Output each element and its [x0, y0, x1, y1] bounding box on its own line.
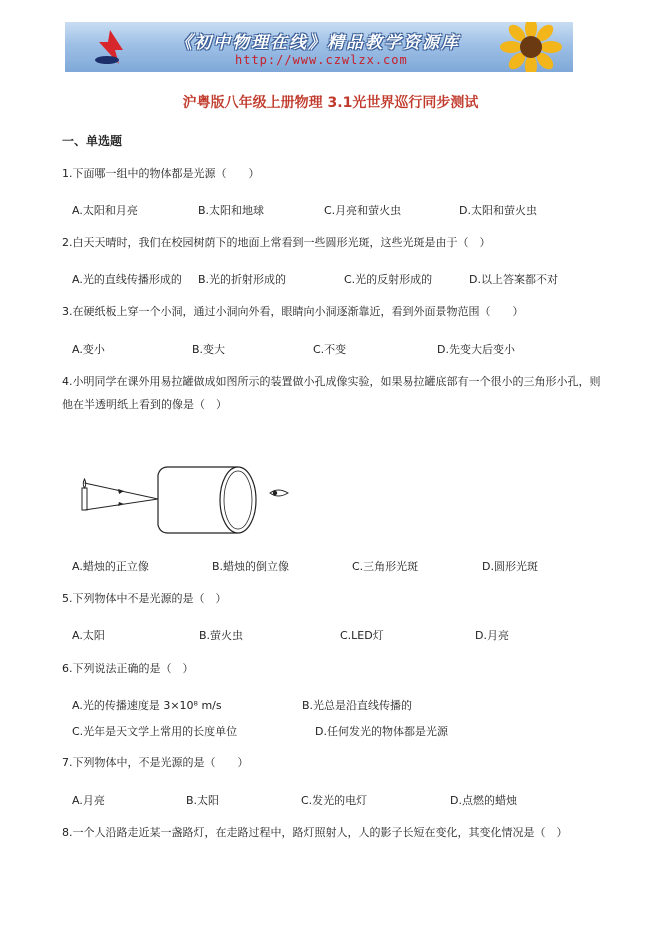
banner-title: 《初中物理在线》精品教学资源库 [175, 33, 460, 53]
q2-option-a: A.光的直线传播形成的 [72, 273, 182, 286]
q4-option-b: B.蜡烛的倒立像 [212, 560, 290, 573]
question-2: 2.白天天晴时，我们在校园树荫下的地面上常看到一些圆形光斑，这些光斑是由于（ ） [62, 236, 491, 249]
q6-option-b: B.光总是沿直线传播的 [302, 699, 413, 712]
q4-option-c: C.三角形光斑 [352, 560, 419, 573]
section-heading: 一、单选题 [62, 134, 123, 148]
pinhole-camera-diagram [78, 455, 308, 545]
q2-option-b: B.光的折射形成的 [198, 273, 287, 286]
q5-option-b: B.萤火虫 [199, 629, 244, 642]
q4-option-a: A.蜡烛的正立像 [72, 560, 149, 573]
document-title: 沪粤版八年级上册物理 3.1光世界巡行同步测试 [182, 95, 479, 111]
question-8: 8.一个人沿路走近某一盏路灯，在走路过程中，路灯照射人，人的影子长短在变化，其变化情况是（ ） [62, 826, 568, 839]
question-3: 3.在硬纸板上穿一个小洞，通过小洞向外看，眼睛向小洞逐渐靠近，看到外面景物范围（ ） [62, 305, 524, 318]
banner-url[interactable]: http://www.czwlzx.com [235, 53, 408, 67]
q6-option-c: C.光年是天文学上常用的长度单位 [72, 725, 238, 738]
question-5: 5.下列物体中不是光源的是（ ） [62, 592, 227, 605]
q7-option-c: C.发光的电灯 [301, 794, 368, 807]
q5-option-a: A.太阳 [72, 629, 105, 642]
eye-icon [270, 490, 288, 496]
q3-option-a: A.变小 [72, 343, 105, 356]
question-7: 7.下列物体中，不是光源的是（ ） [62, 756, 249, 769]
q6-option-d: D.任何发光的物体都是光源 [315, 725, 448, 738]
q2-option-c: C.光的反射形成的 [344, 273, 433, 286]
q3-option-b: B.变大 [192, 343, 226, 356]
q4-option-d: D.圆形光斑 [482, 560, 538, 573]
q1-option-c: C.月亮和萤火虫 [324, 204, 402, 217]
q7-option-d: D.点燃的蜡烛 [450, 794, 517, 807]
question-4: 4.小明同学在课外用易拉罐做成如图所示的装置做小孔成像实验，如果易拉罐底部有一个很小的三角形小孔，则他在半透明纸上看到的像是（ ） [62, 375, 601, 411]
site-logo-icon [93, 28, 127, 66]
q1-option-b: B.太阳和地球 [198, 204, 265, 217]
q6-option-a: A.光的传播速度是 3×10⁸ m/s [72, 699, 222, 712]
sunflower-icon [497, 22, 565, 72]
header-banner [65, 22, 573, 72]
can-icon [158, 467, 256, 533]
q5-option-c: C.LED灯 [340, 629, 384, 642]
q7-option-a: A.月亮 [72, 794, 105, 807]
question-1: 1.下面哪一组中的物体都是光源（ ） [62, 167, 260, 180]
q2-option-d: D.以上答案都不对 [469, 273, 558, 286]
q1-option-d: D.太阳和萤火虫 [459, 204, 537, 217]
q1-option-a: A.太阳和月亮 [72, 204, 138, 217]
question-6: 6.下列说法正确的是（ ） [62, 662, 194, 675]
q7-option-b: B.太阳 [186, 794, 220, 807]
q3-option-d: D.先变大后变小 [437, 343, 515, 356]
q5-option-d: D.月亮 [475, 629, 509, 642]
q3-option-c: C.不变 [313, 343, 347, 356]
